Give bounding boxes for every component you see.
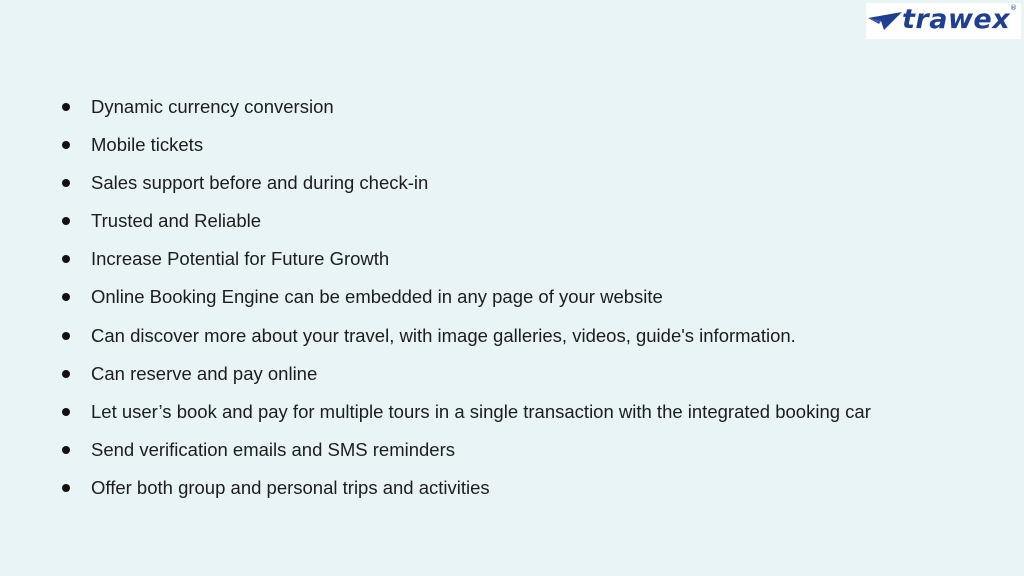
- bullet-text: Increase Potential for Future Growth: [91, 248, 390, 270]
- bullet-text: Send verification emails and SMS reminders: [91, 438, 455, 460]
- bullet-dot-icon: [62, 408, 70, 416]
- bullet-text: Let user’s book and pay for multiple tours in a single transaction with the integrated booking car: [91, 400, 871, 422]
- bullet-dot-icon: [62, 446, 70, 454]
- bullet-text: Mobile tickets: [91, 134, 204, 156]
- bullet-dot-icon: [62, 293, 70, 301]
- plane-arrow-icon: [868, 12, 902, 30]
- bullet-text: Sales support before and during check-in: [91, 172, 429, 194]
- bullet-dot-icon: [62, 484, 70, 492]
- registered-mark-icon: ®: [1010, 4, 1017, 12]
- bullet-dot-icon: [62, 179, 70, 187]
- bullet-dot-icon: [62, 370, 70, 378]
- bullet-text: Trusted and Reliable: [91, 210, 262, 232]
- bullet-text: Dynamic currency conversion: [91, 96, 334, 117]
- trawex-logo: [866, 3, 1021, 39]
- bullet-text: Offer both group and personal trips and activities: [91, 476, 490, 498]
- bullet-text: Online Booking Engine can be embedded in any page of your website: [91, 286, 663, 308]
- bullet-text: Can discover more about your travel, with image galleries, videos, guide's information.: [91, 324, 796, 346]
- bullet-dot-icon: [62, 217, 70, 225]
- bullet-dot-icon: [62, 332, 70, 340]
- logo-wordmark: trawex: [902, 4, 1011, 35]
- bullet-text: Can reserve and pay online: [91, 362, 318, 384]
- bullet-dot-icon: [62, 141, 70, 149]
- bullet-dot-icon: [62, 255, 70, 263]
- bullet-dot-icon: [62, 103, 70, 111]
